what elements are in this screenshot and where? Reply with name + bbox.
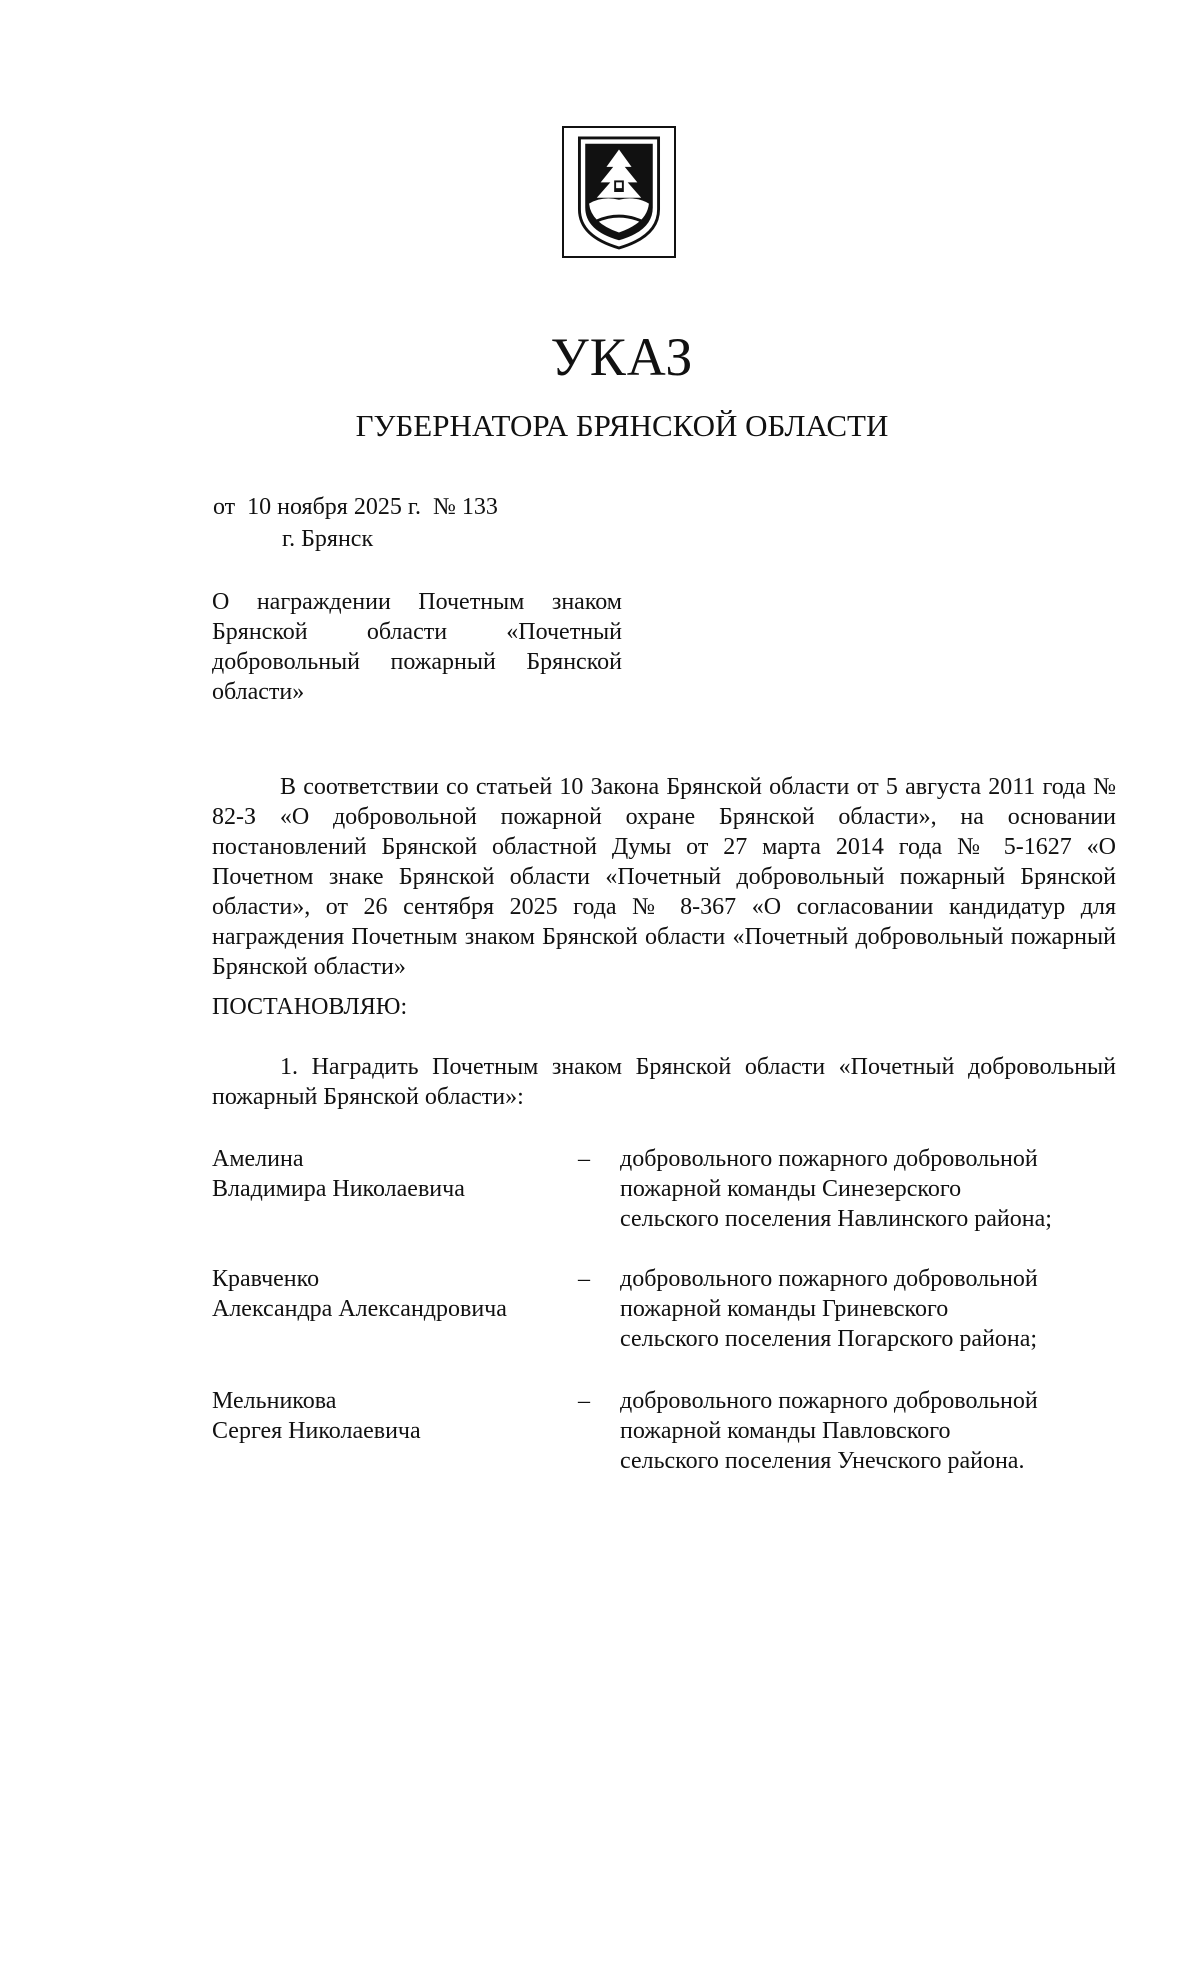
awardee-given-names: Сергея Николаевича <box>212 1418 421 1444</box>
awardee-surname: Кравченко <box>212 1266 320 1292</box>
awardee-description-line: сельского поселения Погарского района; <box>620 1326 1038 1352</box>
document-date-number: от 10 ноября 2025 г. № 133 <box>213 494 498 520</box>
awardee-description-line: пожарной команды Синезерского <box>620 1176 962 1202</box>
awardee-dash: – <box>578 1146 590 1172</box>
awardee-description-line: пожарной команды Гриневского <box>620 1296 949 1322</box>
awardee-description <box>620 1264 1120 1354</box>
awardee-description-line: добровольного пожарного добровольной <box>620 1146 1038 1172</box>
coat-of-arms-icon <box>562 126 676 258</box>
awardee-description-line: добровольного пожарного добровольной <box>620 1266 1038 1292</box>
awardee-name <box>212 1144 572 1204</box>
decision-word: ПОСТАНОВЛЯЮ: <box>212 994 408 1020</box>
document-subtitle: ГУБЕРНАТОРА БРЯНСКОЙ ОБЛАСТИ <box>355 408 889 443</box>
awardee-given-names: Владимира Николаевича <box>212 1176 465 1202</box>
awardee-description-line: сельского поселения Навлинского района; <box>620 1206 1052 1232</box>
awardee-description <box>620 1386 1120 1476</box>
awardee-dash: – <box>578 1266 590 1292</box>
awardee-description-line: добровольного пожарного добровольной <box>620 1388 1038 1414</box>
document-city: г. Брянск <box>282 526 374 552</box>
awardee-name <box>212 1264 572 1324</box>
awardee-surname: Амелина <box>212 1146 304 1172</box>
awardee-name <box>212 1386 572 1446</box>
awardee-surname: Мельникова <box>212 1388 337 1414</box>
awardee-description-line: пожарной команды Павловского <box>620 1418 951 1444</box>
document-title: УКАЗ <box>550 327 694 387</box>
awardee-dash: – <box>578 1388 590 1414</box>
awardee-description <box>620 1144 1120 1234</box>
preamble-paragraph: В соответствии со статьей 10 Закона Брянской области от 5 августа 2011 года № 82-З «О добровольной пожарной охране Брянской области», на основании постановлений Брянской областной Думы от 27 марта 2014 года № 5-1627 «О Почетном знаке Брянской области «Почетный добровольный пожарный Брянской области», от 26 сентября 2025 года № 8-367 «О согласовании кандидатур для награждения Почетным знаком Брянской области «Почетный добровольный пожарный Брянской области» <box>212 774 1116 980</box>
item-1-paragraph: 1. Наградить Почетным знаком Брянской области «Почетный добровольный пожарный Брянской области»: <box>212 1054 1116 1110</box>
awardee-description-line: сельского поселения Унечского района. <box>620 1448 1025 1474</box>
awardee-given-names: Александра Александровича <box>212 1296 507 1322</box>
document-subject: О награждении Почетным знаком Брянской области «Почетный добровольный пожарный Брянской области» <box>212 589 622 705</box>
